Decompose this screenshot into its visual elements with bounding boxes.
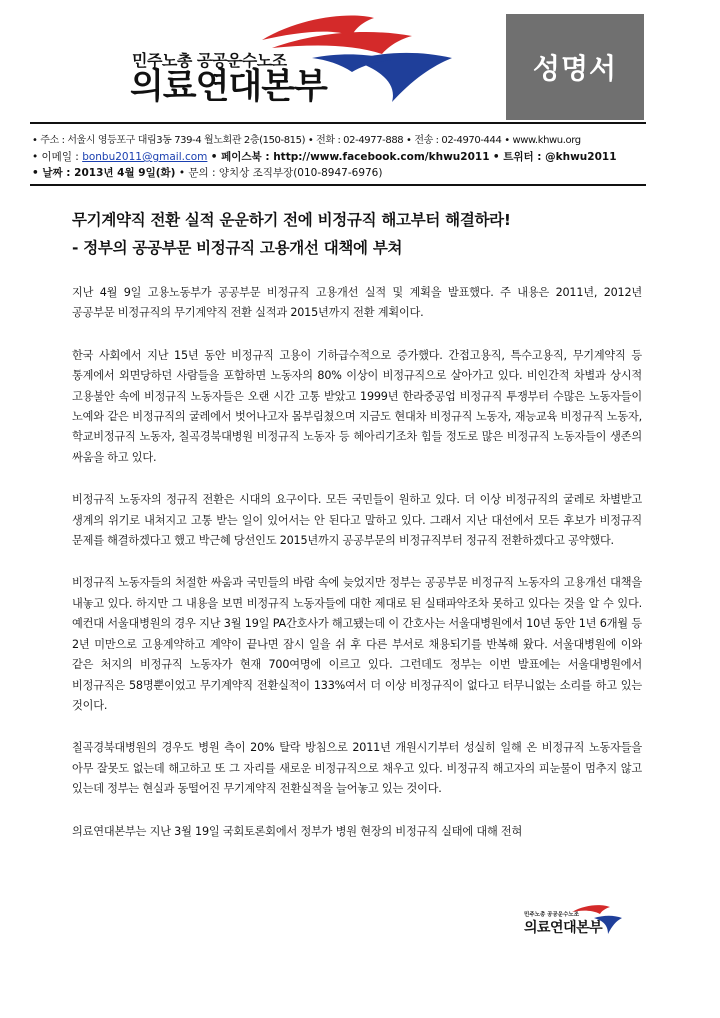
twitter-text: • 트위터 : @khwu2011 [492,151,617,163]
org-name: 의료연대본부 [130,67,327,107]
body-paragraph: 비정규직 노동자들의 처절한 싸움과 국민들의 바람 속에 늦었지만 정부는 공공부문 비정규직 노동자의 고용개선 대책을 내놓고 있다. 하지만 그 내용을 보면 비정규직 노동자들에 대한 제대로 된 실태파악조차 못하고 있다는 것을 알 수 있다. 예컨대 서울대병원의 경우 지난 3월 19일 PA간호사가 해고됐는데 이 간호사는 서울대병원에서 10년 동안 1년 6개월 등 2년 미만으로 고용계약하고 계약이 끝나면 잠시 일을 쉬 후 다른 부서로 채용되기를 반복해 왔다. 서울대병원에 이와 같은 처지의 비정규직 노동자가 현재 700여명에 이르고 있다. 그런데도 정부는 이번 발표에는 서울대병원에서 비정규직은 58명뿐이었고 무기계약직 전환실적이 133%여서 더 이상 비정규직이 없다고 터무니없는 소리를 하고 있는 것이다. [72,576,642,712]
union-name: 민주노총 공공운수노조 [132,51,287,70]
body-paragraph: 칠곡경북대병원의 경우도 병원 측이 20% 탈락 방침으로 2011년 개원시기부터 성실히 일해 온 비정규직 노동자들을 아무 잘못도 없는데 해고하고 또 그 자리를 새로운 비정규직으로 채우고 있다. 비정규직 해고자의 피눈물이 멈추지 않고 있는데 정부는 현실과 동떨어진 무기계약직 전환실적을 늘어놓고 있는 것이다. [72,741,642,796]
title-line-2: - 정부의 공공부문 비정규직 고용개선 대책에 부쳐 [72,239,403,257]
header-divider-bottom [30,184,646,186]
union-logo [112,14,472,114]
body-paragraph: 의료연대본부는 지난 3월 19일 국회토론회에서 정부가 병원 현장의 비정규직 실태에 대해 전혀 [72,824,523,838]
contact-line-2 [32,166,382,180]
footer-org-name: 의료연대본부 [524,920,603,936]
footer-logo [524,904,624,940]
doc-type-label: 성명서 [532,52,618,85]
doc-type-badge [506,14,644,120]
header-divider-top [30,122,646,124]
body-paragraph: 한국 사회에서 지난 15년 동안 비정규직 고용이 기하급수적으로 증가했다. 간접고용직, 특수고용직, 무기계약직 등 통계에서 외면당하던 사람들을 포함하면 노동자의 80% 이상이 비정규직으로 살아가고 있다. 비인간적 차별과 상시적 고용불안 속에 비정규직 노동자들은 오랜 시간 고통 받았고 1999년 한라중공업 비정규직 투쟁부터 수많은 노동자들이 노예와 같은 비정규직의 굴레에서 벗어나고자 몸부림쳤으며 지금도 현대차 비정규직 노동자, 재능교육 비정규직 노동자, 학교비정규직 노동자, 칠곡경북대병원 비정규직 노동자 등 헤아리기조차 힘들 정도로 많은 비정규직 노동자들이 생존의 싸움을 하고 있다. [72,348,642,464]
date-text: • 날짜 : 2013년 4월 9일(화) [32,167,176,179]
facebook-text: • 페이스북 : http://www.facebook.com/khwu2011 [210,151,490,163]
address-line: • 주소 : 서울시 영등포구 대림3동 739-4 월노회관 2층(150-815) • 전화 : 02-4977-888 • 전송 : 02-4970-444 • www.khwu.org [32,135,581,146]
contact-line-1 [32,150,617,164]
email-label: • 이메일 : [32,151,79,163]
email-link[interactable]: bonbu2011@gmail.com [82,151,208,163]
statement-body [72,283,642,864]
body-paragraph: 지난 4월 9일 고용노동부가 공공부문 비정규직 고용개선 실적 및 계획을 발표했다. 주 내용은 2011년, 2012년 공공부문 비정규직의 무기계약직 전환 실적과 2015년까지 전환 계획이다. [72,286,642,320]
body-paragraph: 비정규직 노동자의 정규직 전환은 시대의 요구이다. 모든 국민들이 원하고 있다. 더 이상 비정규직의 굴레로 차별받고 생계의 위기로 내쳐지고 고통 받는 일이 있어서는 안 된다고 말하고 있다. 그래서 지난 대선에서 모든 후보가 비정규직 문제를 해결하겠다고 했고 박근혜 당선인도 2015년까지 공공부문의 비정규직부터 정규직 전환하겠다고 공약했다. [72,493,642,548]
statement-title [72,206,652,262]
title-line-1: 무기계약직 전환 실적 운운하기 전에 비정규직 해고부터 해결하라! [72,211,511,229]
inquiry-text: • 문의 : 양치상 조직부장(010-8947-6976) [178,167,383,179]
footer-union-name: 민주노총 공공운수노조 [524,912,580,918]
